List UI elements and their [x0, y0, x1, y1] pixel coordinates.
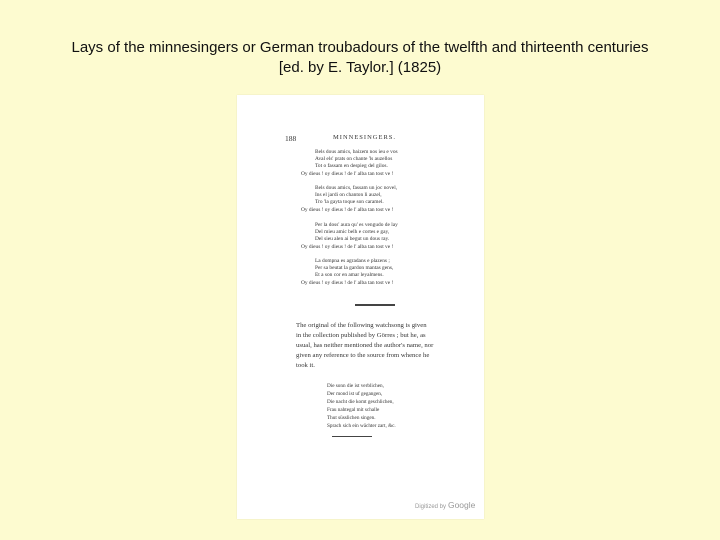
- prose-line: The original of the following watchsong is given: [296, 322, 427, 329]
- german-verse-line: Die nacht die komt geschlichen,: [327, 399, 394, 405]
- poem-refrain: Oy dieus ! oy dieus ! de l' alba tan tost ve !: [301, 280, 394, 286]
- poem-line: Del sieu alen ai begut un dous ray.: [315, 236, 390, 242]
- page-number: 188: [285, 134, 297, 143]
- slide-title-line-1: Lays of the minnesingers or German troubadours of the twelfth and thirteenth centuries: [71, 39, 649, 56]
- poem-line: Bels dous amics, fassam un joc novel,: [315, 185, 398, 191]
- scanned-book-page: [237, 95, 484, 519]
- poem-line: Et a son cor en amar leyalmens.: [315, 272, 384, 278]
- poem-line: Tot o fassam en despieg del gilos.: [315, 163, 388, 169]
- prose-line: in the collection published by Görres ; but he, as: [296, 332, 426, 339]
- german-verse-line: Der mond ist uf gegangen,: [327, 391, 383, 397]
- poem-line: Ins el jardi on chanton li auzel,: [315, 192, 382, 198]
- running-head-title: MINNESINGERS.: [333, 134, 397, 141]
- poem-line: La dompna es agradans e plazens ;: [315, 258, 390, 264]
- running-head: [285, 134, 425, 144]
- poem-line: Del mieu amic belh e cortes e gay,: [315, 229, 390, 235]
- digitized-watermark: [415, 500, 475, 510]
- prose-line: took it.: [296, 362, 315, 369]
- poem-line: Per la doss' aura qu' es vengudo de lay: [315, 222, 398, 228]
- poem-line: Bels dous amics, baizem nos ieu e vos: [315, 149, 398, 155]
- poem-line: Tro 'la gayta toque son caramel.: [315, 199, 384, 205]
- slide-title-line-2: [ed. by E. Taylor.] (1825): [278, 59, 442, 76]
- section-divider: [355, 304, 395, 306]
- prose-line: given any reference to the source from whence he: [296, 352, 430, 359]
- german-verse-line: Thut süsslichen singen.: [327, 415, 376, 421]
- poem-line: Per sa beutat la gardon mantas gens,: [315, 265, 394, 271]
- german-verse-line: Sprach sich ein wächter zart, &c.: [327, 423, 396, 429]
- google-logo: Google: [447, 500, 476, 510]
- german-verse-line: Die sonn die ist verblichen,: [327, 383, 384, 389]
- watermark-prefix: Digitized by: [415, 504, 447, 510]
- poem-refrain: Oy dieus ! oy dieus ! de l' alba tan tost ve !: [301, 207, 394, 213]
- poem-refrain: Oy dieus ! oy dieus ! de l' alba tan tost ve !: [301, 244, 394, 250]
- prose-line: usual, has neither mentioned the author's name, nor: [296, 342, 434, 349]
- poem-line: Aval els' prats on chante 'ls auzellos: [315, 156, 393, 162]
- poem-refrain: Oy dieus ! oy dieus ! de l' alba tan tost ve !: [301, 171, 394, 177]
- closing-rule: [332, 436, 372, 437]
- german-verse-line: Frau nahtegal mit schalle: [327, 407, 380, 413]
